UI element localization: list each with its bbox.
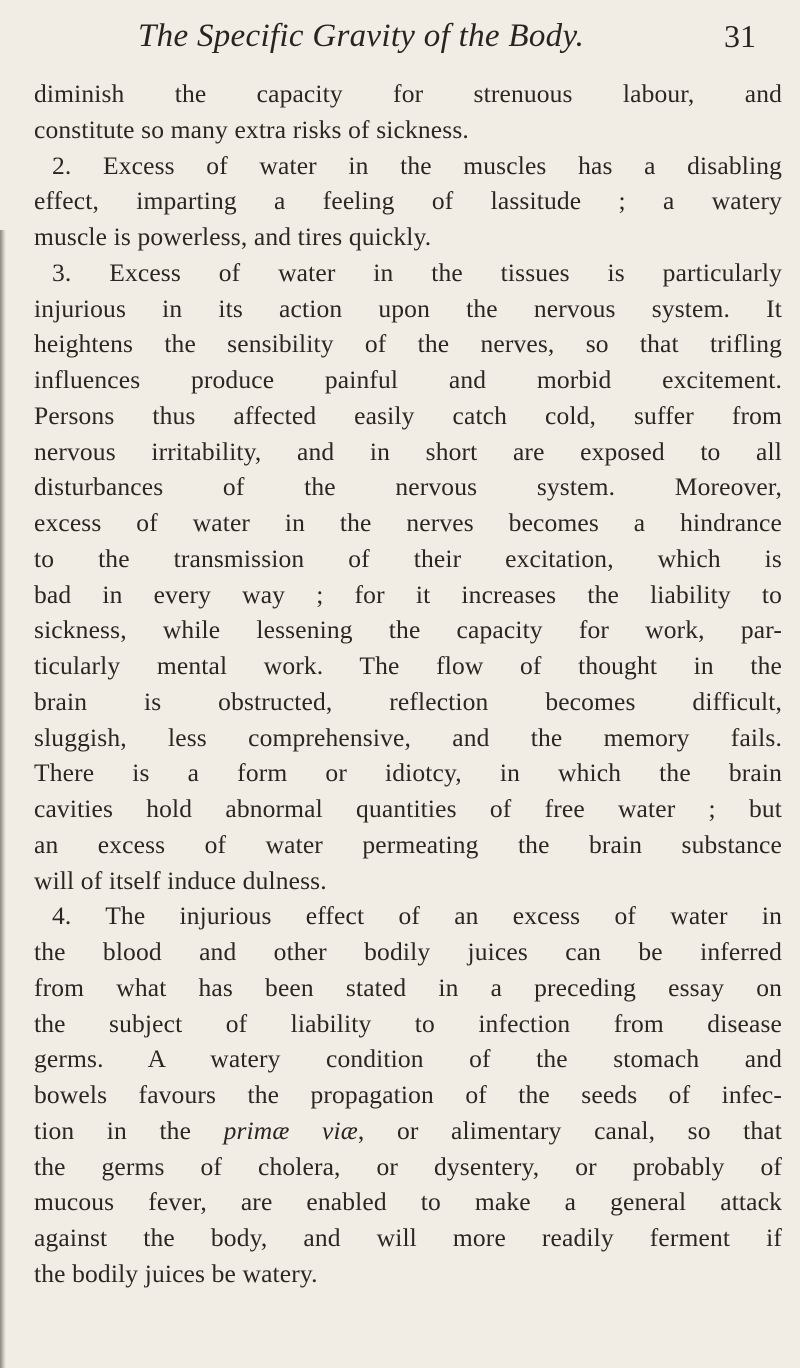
text-line: from what has been stated in a preceding essay on [34,972,782,1002]
page-number: 31 [724,18,756,54]
text-line: sluggish, less comprehensive, and the memory fails. [34,722,782,752]
text-line: disturbances of the nervous system. Moreover, [34,472,782,502]
text-line: nervous irritability, and in short are exposed to all [34,436,782,466]
text-line: muscle is powerless, and tires quickly. [34,222,432,251]
text-fragment: , or alimentary canal, so that [357,1115,782,1145]
running-head: The Specific Gravity of the Body. [138,18,585,54]
text-line-paragraph-4: 4. The injurious effect of an excess of water in [52,901,782,931]
text-line: mucous fever, are enabled to make a general attack [34,1187,782,1217]
text-line-with-italic [34,1113,782,1149]
italic-phrase: primæ viæ [223,1115,358,1145]
text-line: brain is obstructed, reflection becomes difficult, [34,686,782,716]
body-text [34,76,782,1292]
text-line-paragraph-3: 3. Excess of water in the tissues is particularly [52,257,782,287]
page-gutter-shadow [0,230,6,1368]
text-line: an excess of water permeating the brain substance [34,829,782,859]
text-line: effect, imparting a feeling of lassitude ; a watery [34,186,782,216]
text-line: the blood and other bodily juices can be inferred [34,937,782,966]
text-line: Persons thus affected easily catch cold, suffer from [34,400,782,430]
text-line: to the transmission of their excitation, which is [34,543,782,573]
text-line: diminish the capacity for strenuous labour, and [34,79,782,108]
text-line: bad in every way ; for it increases the liability to [34,579,782,609]
text-line: injurious in its action upon the nervous system. It [34,293,782,323]
text-fragment: tion in the [34,1115,224,1145]
text-line: excess of water in the nerves becomes a hindrance [34,508,782,537]
page-header [0,18,800,58]
text-line: constitute so many extra risks of sickness. [34,114,469,144]
text-line: will of itself induce dulness. [34,865,327,895]
text-line: the germs of cholera, or dysentery, or probably of [34,1151,782,1181]
text-line: bowels favours the propagation of the seeds of infec- [34,1080,782,1109]
text-line: cavities hold abnormal quantities of free water ; but [34,794,782,823]
text-line: the subject of liability to infection from disease [34,1008,782,1038]
text-line: ticularly mental work. The flow of thought in the [34,651,782,680]
text-line: against the body, and will more readily ferment if [34,1223,782,1252]
text-line: influences produce painful and morbid excitement. [34,365,782,394]
text-line: the bodily juices be watery. [34,1258,318,1288]
text-line: sickness, while lessening the capacity for work, par- [34,615,782,645]
text-line: germs. A watery condition of the stomach and [34,1044,782,1074]
text-line: heightens the sensibility of the nerves, so that trifling [34,329,782,359]
text-line-paragraph-2: 2. Excess of water in the muscles has a disabling [52,150,782,180]
text-line: There is a form or idiotcy, in which the brain [34,758,782,788]
